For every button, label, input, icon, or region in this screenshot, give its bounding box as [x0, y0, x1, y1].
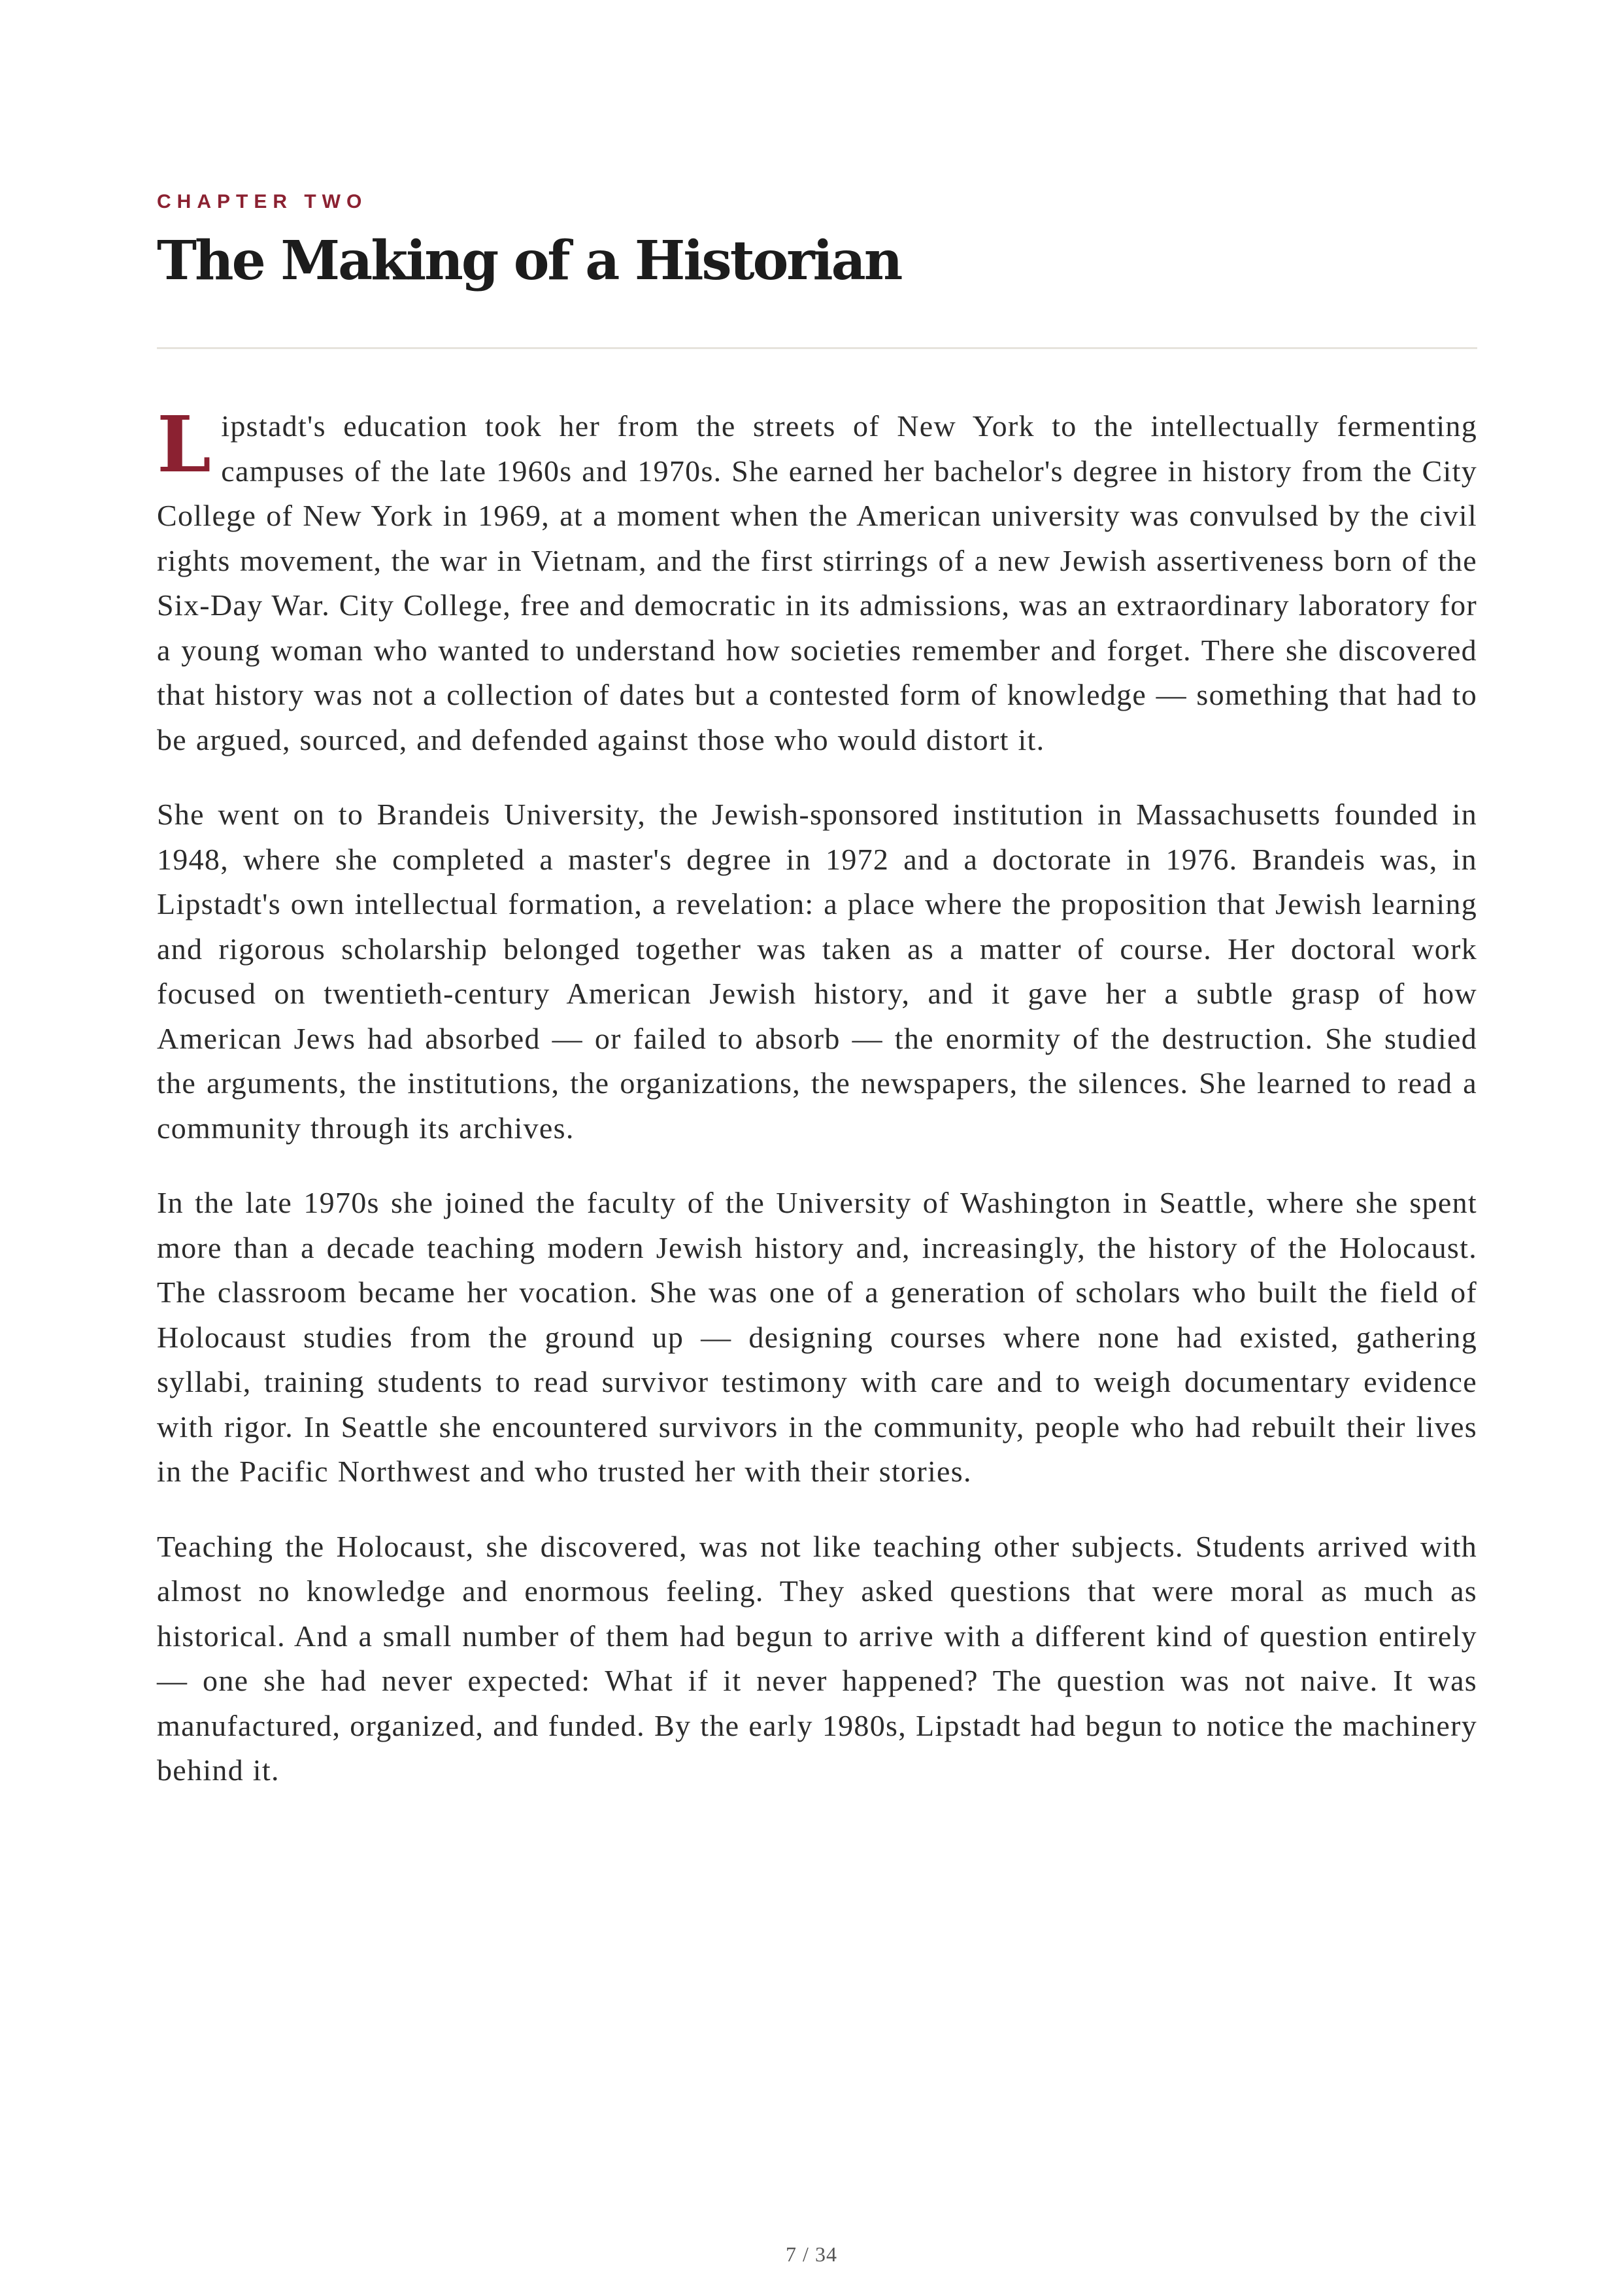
- drop-cap: L: [157, 399, 212, 490]
- chapter-label: CHAPTER TWO: [157, 191, 368, 212]
- paragraph-1: [157, 399, 1477, 762]
- title-divider: [157, 347, 1477, 349]
- chapter-body: [157, 399, 1477, 1823]
- page-number: 7 / 34: [786, 2242, 837, 2266]
- paragraph-3: In the late 1970s she joined the faculty of the University of Washington in Seattle, where she spent more than a decade teaching modern Jewish history and, increasingly, the history of the Holocaust. The classroom became her vocation. She was one of a generation of scholars who built the field of Holocaust studies from the ground up — designing courses where none had existed, gathering syllabi, training students to read survivor testimony with care and to weigh documentary evidence with rigor. In Seattle she encountered survivors in the community, people who had rebuilt their lives in the Pacific Northwest and who trusted her with their stories.: [157, 1186, 1477, 1488]
- paragraph-4: Teaching the Holocaust, she discovered, was not like teaching other subjects. Students arrived with almost no knowledge and enormous feeling. They asked questions that were moral as much as historical. And a small number of them had begun to arrive with a different kind of question entirely — one she had never expected: What if it never happened? The question was not naive. It was manufactured, organized, and funded. By the early 1980s, Lipstadt had begun to notice the machinery behind it.: [157, 1529, 1477, 1787]
- paragraph-1-text: ipstadt's education took her from the streets of New York to the intellectually fermenting campuses of the late 1960s and 1970s. She earned her bachelor's degree in history from the City College of New York in 1969, at a moment when the American university was convulsed by the civil rights movement, the war in Vietnam, and the first stirrings of a new Jewish assertiveness born of the Six-Day War. City College, free and democratic in its admissions, was an extraordinary laboratory for a young woman who wanted to understand how societies remember and forget. There she discovered that history was not a collection of dates but a contested form of knowledge — something that had to be argued, sourced, and defended against those who would distort it.: [157, 409, 1477, 756]
- chapter-title: The Making of a Historian: [157, 229, 901, 292]
- paragraph-2: She went on to Brandeis University, the Jewish-sponsored institution in Massachusetts founded in 1948, where she completed a master's degree in 1972 and a doctorate in 1976. Brandeis was, in Lipstadt's own intellectual formation, a revelation: a place where the proposition that Jewish learning and rigorous scholarship belonged together was taken as a matter of course. Her doctoral work focused on twentieth-century American Jewish history, and it gave her a subtle grasp of how American Jews had absorbed — or failed to absorb — the enormity of the destruction. She studied the arguments, the institutions, the organizations, the newspapers, the silences. She learned to read a community through its archives.: [157, 798, 1477, 1145]
